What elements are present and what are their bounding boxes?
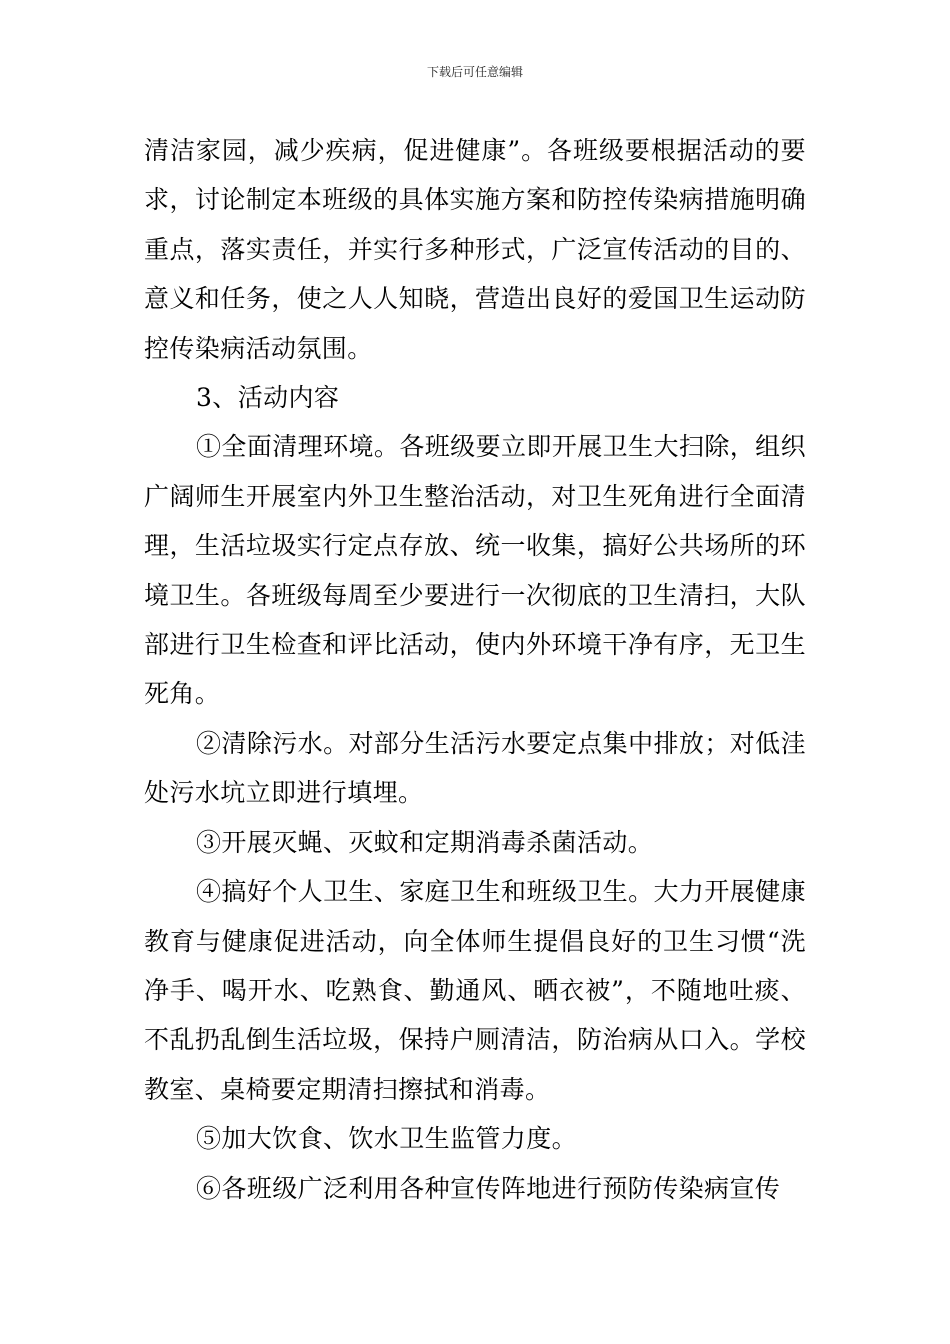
document-body	[144, 126, 806, 1213]
section-heading-activity-content: 3、活动内容	[196, 383, 340, 413]
paragraph-item-5: ⑤加大饮食、饮水卫生监管力度。	[196, 1124, 578, 1154]
paragraph-item-4: ④搞好个人卫生、家庭卫生和班级卫生。大力开展健康教育与健康促进活动，向全体师生提倡良好的卫生习惯“洗净手、喝开水、吃熟食、勤通风、晒衣被”，不随地吐痰、不乱扔乱倒生活垃圾，保持户厕清洁，防治病从口入。学校教室、桌椅要定期清扫擦拭和消毒。	[144, 877, 806, 1104]
header-note: 下载后可任意编辑	[426, 65, 523, 79]
paragraph-continuation: 清洁家园，减少疾病，促进健康”。各班级要根据活动的要求，讨论制定本班级的具体实施方案和防控传染病措施明确重点，落实责任，并实行多种形式，广泛宣传活动的目的、意义和任务，使之人人知晓，营造出良好的爱国卫生运动防控传染病活动氛围。	[144, 136, 806, 363]
paragraph-item-6: ⑥各班级广泛利用各种宣传阵地进行预防传染病宣传	[196, 1173, 781, 1203]
paragraph-item-1: ①全面清理环境。各班级要立即开展卫生大扫除，组织广阔师生开展室内外卫生整治活动，对卫生死角进行全面清理，生活垃圾实行定点存放、统一收集，搞好公共场所的环境卫生。各班级每周至少要进行一次彻底的卫生清扫，大队部进行卫生检查和评比活动，使内外环境干净有序，无卫生死角。	[144, 432, 806, 709]
paragraph-item-3: ③开展灭蝇、灭蚊和定期消毒杀菌活动。	[196, 827, 654, 857]
paragraph-item-2: ②清除污水。对部分生活污水要定点集中排放；对低洼处污水坑立即进行填埋。	[144, 728, 806, 808]
